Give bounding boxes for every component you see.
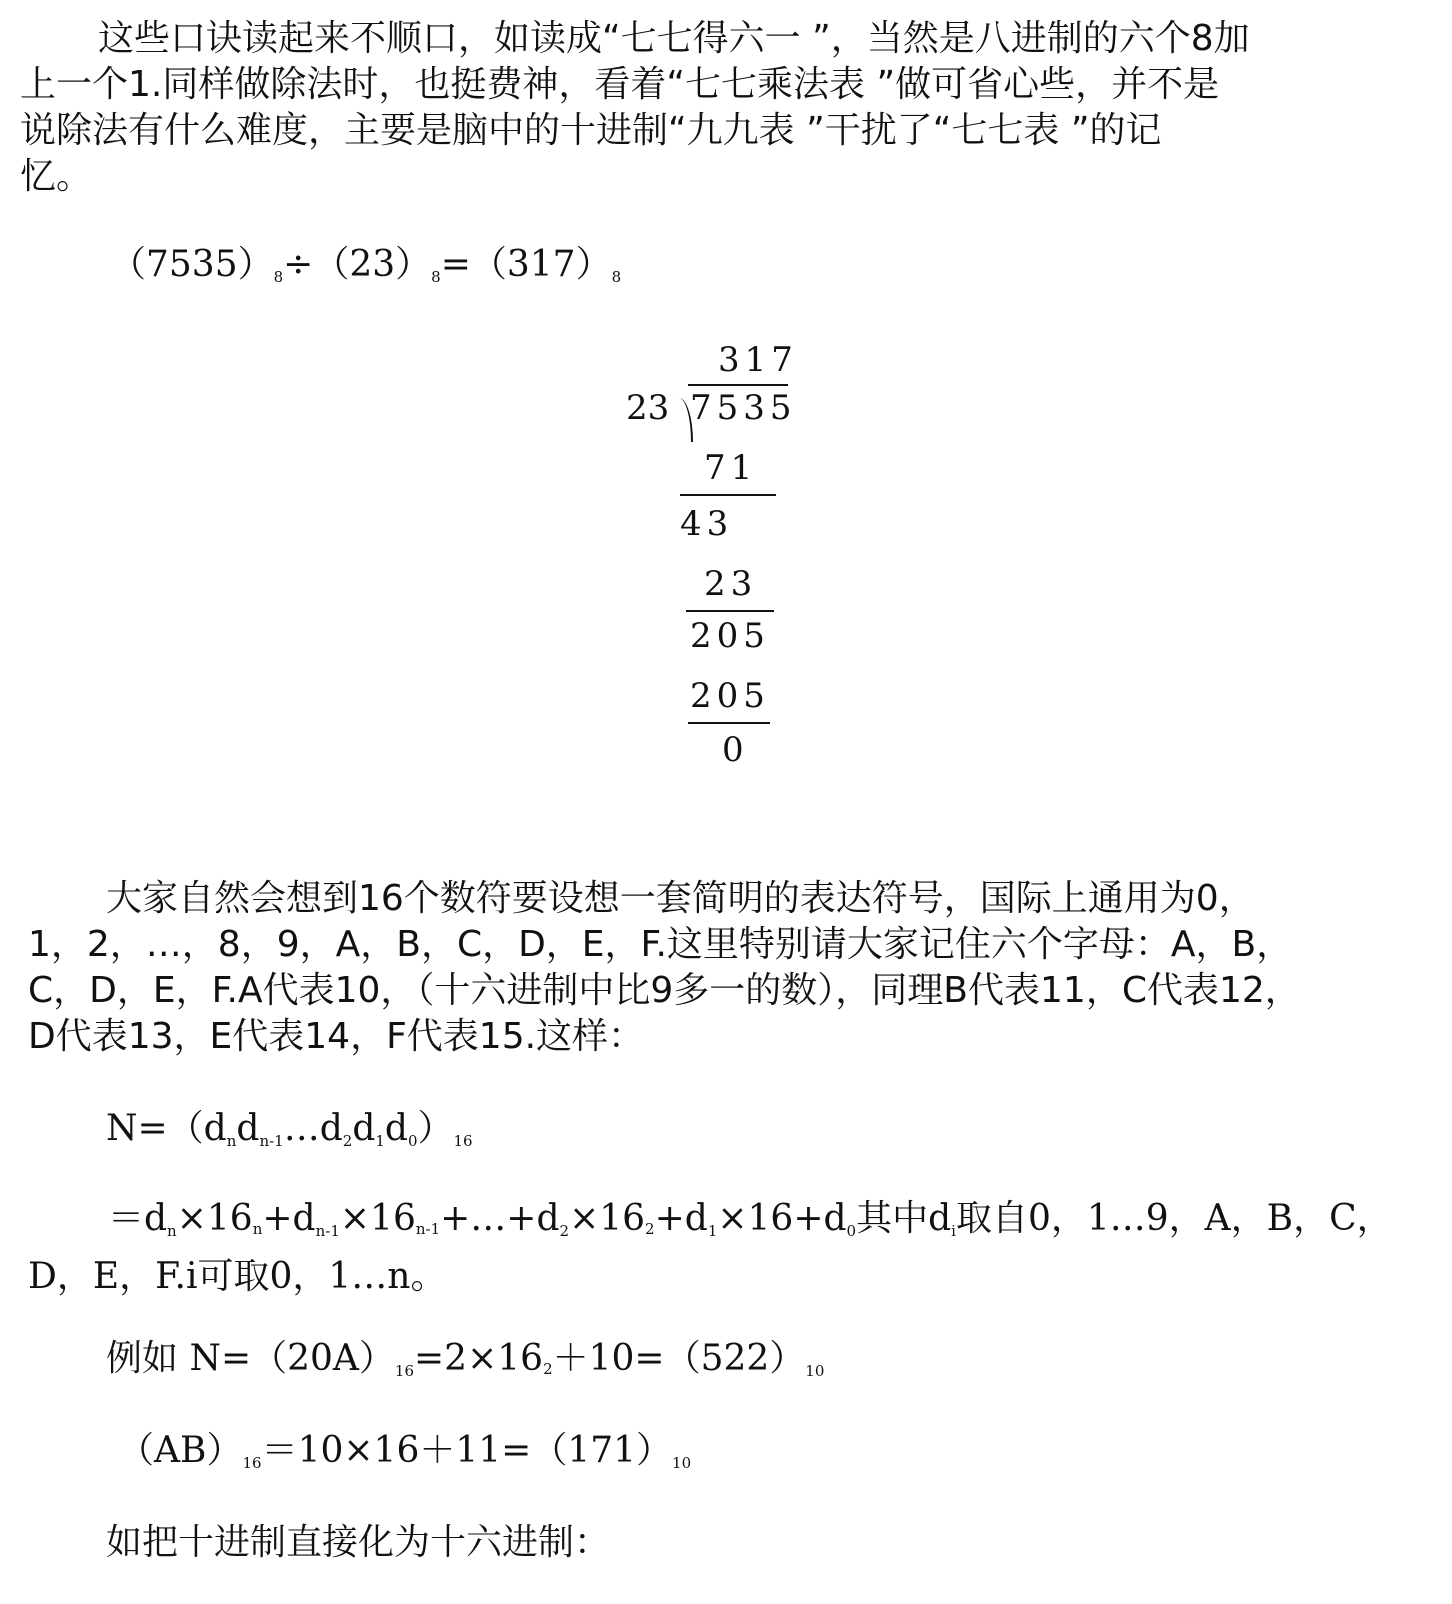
paragraph-intro xyxy=(20,16,1435,200)
base-subscript: 8 xyxy=(273,268,284,286)
eq-text: ×16 xyxy=(339,1198,416,1239)
long-division xyxy=(600,340,820,800)
base-subscript: 16 xyxy=(242,1454,262,1472)
expansion-line xyxy=(28,1196,1443,1254)
operator: ÷ xyxy=(283,244,314,285)
subscript: 2 xyxy=(559,1222,570,1240)
division-rule xyxy=(686,610,774,612)
eq-text: ×16 xyxy=(569,1198,646,1239)
eq-text: +d xyxy=(654,1198,708,1239)
eq-text: 其中d xyxy=(856,1198,952,1239)
subscript: i xyxy=(951,1222,956,1240)
eq-text: ＝10×16＋11=（171） xyxy=(261,1430,673,1471)
subscript: 1 xyxy=(707,1222,718,1240)
base-subscript: 10 xyxy=(672,1454,692,1472)
hex-number-definition xyxy=(106,1106,473,1164)
hex-expansion xyxy=(28,1196,1443,1300)
division-quotient: 317 xyxy=(718,340,798,380)
eq-text: +…+d xyxy=(440,1198,560,1239)
exponent: n xyxy=(252,1220,263,1238)
division-step: 205 xyxy=(690,616,770,656)
octal-division-equation xyxy=(110,242,621,300)
text-line: D代表13，E代表14，F代表15.这样： xyxy=(28,1016,645,1057)
exponent: 2 xyxy=(543,1360,553,1378)
eq-text: ×16+d xyxy=(717,1198,847,1239)
subscript: 0 xyxy=(407,1132,418,1150)
base-subscript: 16 xyxy=(394,1362,415,1380)
paragraph-hex-symbols xyxy=(28,876,1443,1060)
text-line: 如把十进制直接化为十六进制： xyxy=(106,1522,611,1563)
digit-symbol: d xyxy=(319,1108,343,1149)
eq-text: N=（ xyxy=(106,1108,204,1149)
base-subscript: 8 xyxy=(431,268,441,286)
digit-symbol: d xyxy=(384,1108,408,1149)
division-rule xyxy=(688,722,770,724)
ellipsis: … xyxy=(283,1108,320,1149)
dividend: （7535） xyxy=(110,244,274,285)
subscript: n-1 xyxy=(315,1222,340,1240)
division-step: 205 xyxy=(690,676,770,716)
subscript: 0 xyxy=(846,1222,857,1240)
division-step: 43 xyxy=(680,504,734,544)
digit-symbol: d xyxy=(203,1108,227,1149)
quotient: （317） xyxy=(470,244,612,285)
division-divisor: 23 xyxy=(626,388,670,428)
digit-symbol: d xyxy=(236,1108,260,1149)
eq-text: （AB） xyxy=(118,1430,243,1471)
text-line: 上一个1.同样做除法时，也挺费神，看着“七七乘法表 ”做可省心些，并不是 xyxy=(20,64,1220,105)
eq-text: ＝d xyxy=(108,1198,168,1239)
eq-text: +d xyxy=(262,1198,316,1239)
text-line: 大家自然会想到16个数符要设想一套简明的表达符号，国际上通用为0， xyxy=(106,878,1255,919)
subscript: 1 xyxy=(375,1132,385,1150)
eq-text: =2×16 xyxy=(414,1338,544,1379)
exponent: n-1 xyxy=(415,1220,441,1238)
digit-symbol: d xyxy=(352,1108,376,1149)
eq-text: 例如 N=（20A） xyxy=(106,1338,395,1379)
division-remainder: 0 xyxy=(722,730,749,770)
base-subscript: 8 xyxy=(611,268,622,286)
example-20A xyxy=(106,1336,824,1394)
exponent: 2 xyxy=(645,1220,655,1238)
division-dividend: 7535 xyxy=(690,388,797,428)
eq-text: ） xyxy=(417,1108,454,1149)
division-step: 23 xyxy=(704,564,758,604)
example-AB xyxy=(118,1428,691,1486)
subscript: n xyxy=(167,1222,177,1240)
paragraph-conversion xyxy=(106,1520,1406,1566)
expansion-line: D，E，F.i可取0，1…n。 xyxy=(28,1256,447,1297)
eq-text: ×16 xyxy=(176,1198,253,1239)
subscript: n xyxy=(226,1132,237,1150)
text-line: 1，2，…，8，9，A，B，C，D，E，F.这里特别请大家记住六个字母：A，B， xyxy=(28,924,1293,965)
base-subscript: 10 xyxy=(805,1362,825,1380)
text-line: 说除法有什么难度，主要是脑中的十进制“九九表 ”干扰了“七七表 ”的记 xyxy=(20,110,1162,151)
eq-text: ＋10=（522） xyxy=(552,1338,806,1379)
division-rule xyxy=(680,494,776,496)
subscript: 2 xyxy=(342,1132,353,1150)
text-line: 这些口诀读起来不顺口，如读成“七七得六一 ”，当然是八进制的六个8加 xyxy=(98,18,1250,59)
base-subscript: 16 xyxy=(453,1132,473,1150)
text-line: 忆。 xyxy=(20,156,93,197)
division-step: 71 xyxy=(704,448,758,488)
vinculum xyxy=(688,384,788,386)
text-line: C，D，E，F.A代表10，（十六进制中比9多一的数），同理B代表11，C代表12， xyxy=(28,970,1301,1011)
divisor: （23） xyxy=(313,244,432,285)
eq-text: 取自0，1…9，A，B，C， xyxy=(955,1198,1393,1239)
subscript: n-1 xyxy=(259,1132,284,1150)
equals: = xyxy=(440,244,471,285)
